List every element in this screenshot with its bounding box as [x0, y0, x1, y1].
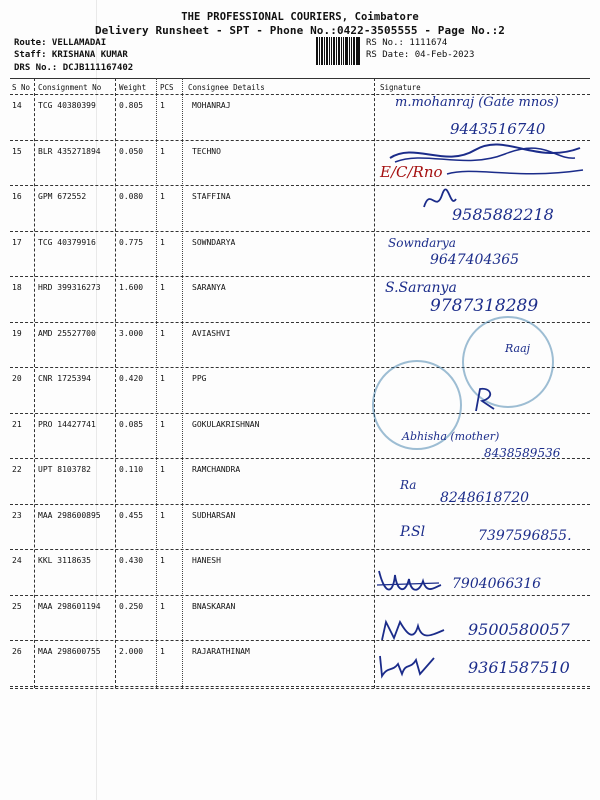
row-pcs: 1: [160, 101, 165, 110]
row-consignment-no: MAA 298601194: [38, 601, 101, 611]
staff-label: Staff: KRISHANA KUMAR: [14, 50, 128, 60]
row-sno: 24: [12, 556, 22, 565]
row-consignee-name: TECHNO: [192, 146, 221, 156]
row-weight: 0.775: [119, 237, 144, 247]
signature-14-phone: 9443516740: [450, 120, 546, 138]
company-title: THE PROFESSIONAL COURIERS, Coimbatore: [181, 11, 419, 23]
row-pcs: 1: [160, 237, 165, 247]
row-consignment-no: AMD 25527700: [38, 328, 96, 338]
col-header-consignment: Consignment No: [38, 83, 102, 92]
row-pcs: 1: [160, 328, 165, 338]
signature-22-phone: 8248618720: [440, 490, 530, 506]
row-weight: 2.000: [119, 647, 144, 656]
row-consignee-name: SARANYA: [192, 283, 226, 292]
row-consignment-no: GPM 672552: [38, 192, 87, 201]
signature-25-mark: [378, 616, 448, 646]
row-consignee-name: RAJARATHINAM: [192, 647, 250, 656]
row-sno: 20: [12, 374, 22, 383]
row-pcs: 1: [160, 556, 165, 565]
signature-17-phone: 9647404365: [430, 252, 520, 268]
row-consignment-no: TCG 40379916: [38, 237, 96, 247]
row-consignment-no: HRD 399316273: [38, 283, 101, 292]
signature-20-mark: [470, 385, 500, 415]
row-weight: 1.600: [119, 283, 144, 292]
signature-21-phone: 8438589536: [484, 446, 561, 460]
signature-18-name: S.Saranya: [385, 280, 457, 296]
row-sno: 21: [12, 419, 22, 429]
row-pcs: 1: [160, 283, 165, 292]
row-divider: [10, 686, 590, 687]
signature-26-mark: [376, 652, 446, 682]
row-consignment-no: TCG 40380399: [38, 101, 96, 110]
row-pcs: 1: [160, 192, 165, 201]
row-consignee-name: AVIASHVI: [192, 328, 231, 338]
row-pcs: 1: [160, 419, 165, 429]
row-consignee-name: RAMCHANDRA: [192, 465, 241, 474]
row-weight: 0.110: [119, 465, 144, 474]
row-consignee-name: MOHANRAJ: [192, 101, 231, 110]
signature-19-mark: Raaj: [505, 342, 531, 355]
signature-15-strike: [445, 162, 585, 184]
row-consignment-no: KKL 3118635: [38, 556, 91, 565]
row-weight: 0.085: [119, 419, 144, 429]
row-sno: 18: [12, 283, 22, 292]
signature-18-phone: 9787318289: [430, 296, 539, 316]
row-consignee-name: SUDHARSAN: [192, 510, 236, 520]
row-pcs: 1: [160, 510, 165, 520]
row-sno: 22: [12, 465, 22, 474]
row-consignment-no: BLR 435271894: [38, 146, 101, 156]
row-consignee-name: STAFFINA: [192, 192, 231, 201]
row-pcs: 1: [160, 146, 165, 156]
row-consignee-name: SOWNDARYA: [192, 237, 236, 247]
route-label: Route: VELLAMADAI: [14, 38, 107, 48]
row-consignee-name: HANESH: [192, 556, 221, 565]
row-weight: 0.050: [119, 146, 144, 156]
row-sno: 19: [12, 328, 22, 338]
signature-24-phone: 7904066316: [452, 576, 542, 592]
row-weight: 0.430: [119, 556, 144, 565]
signature-23-name: P.Sl: [400, 524, 426, 540]
row-pcs: 1: [160, 374, 165, 383]
col-header-sno: S No: [12, 83, 31, 92]
row-weight: 0.250: [119, 601, 144, 611]
col-header-weight: Weight: [119, 83, 147, 92]
row-sno: 17: [12, 237, 22, 247]
row-pcs: 1: [160, 647, 165, 656]
rs-number: RS No.: 1111674: [366, 38, 448, 48]
row-sno: 25: [12, 601, 22, 611]
row-consignee-name: PPG: [192, 374, 207, 383]
drs-number: DRS No.: DCJB111167402: [14, 63, 134, 73]
runsheet-subtitle: Delivery Runsheet - SPT - Phone No.:0422-3505555 - Page No.:2: [94, 24, 506, 37]
row-consignment-no: CNR 1725394: [38, 374, 91, 383]
row-weight: 0.455: [119, 510, 144, 520]
barcode: [316, 37, 360, 65]
row-sno: 16: [12, 192, 22, 201]
row-consignee-name: GOKULAKRISHNAN: [192, 419, 260, 429]
row-sno: 26: [12, 647, 22, 656]
row-consignment-no: MAA 298600895: [38, 510, 101, 520]
row-consignee-name: BNASKARAN: [192, 601, 236, 611]
rs-date: RS Date: 04-Feb-2023: [366, 50, 475, 60]
signature-22-mark: Ra: [400, 478, 417, 492]
signature-15-note: E/C/Rno: [380, 163, 443, 181]
row-consignment-no: MAA 298600755: [38, 647, 101, 656]
col-header-signature: Signature: [380, 83, 421, 92]
row-pcs: 1: [160, 601, 165, 611]
signature-14-name: m.mohanraj (Gate mnos): [395, 95, 559, 110]
row-weight: 0.080: [119, 192, 144, 201]
row-sno: 15: [12, 146, 22, 156]
signature-26-phone: 9361587510: [468, 658, 570, 677]
signature-24-mark: [375, 565, 445, 601]
row-sno: 14: [12, 101, 22, 110]
row-pcs: 1: [160, 465, 165, 474]
signature-17-name: Sowndarya: [388, 236, 456, 250]
row-weight: 0.420: [119, 374, 144, 383]
row-sno: 23: [12, 510, 22, 520]
col-header-pcs: PCS: [160, 83, 174, 92]
row-consignment-no: PRO 14427741: [38, 419, 96, 429]
signature-25-phone: 9500580057: [468, 620, 570, 639]
signature-16-phone: 9585882218: [452, 205, 554, 224]
signature-23-phone: 7397596855.: [478, 528, 572, 544]
col-header-consignee: Consignee Details: [188, 83, 265, 92]
signature-21-name: Abhisha (mother): [402, 430, 500, 443]
row-weight: 3.000: [119, 328, 144, 338]
row-consignment-no: UPT 8103782: [38, 465, 91, 474]
row-weight: 0.805: [119, 101, 144, 110]
